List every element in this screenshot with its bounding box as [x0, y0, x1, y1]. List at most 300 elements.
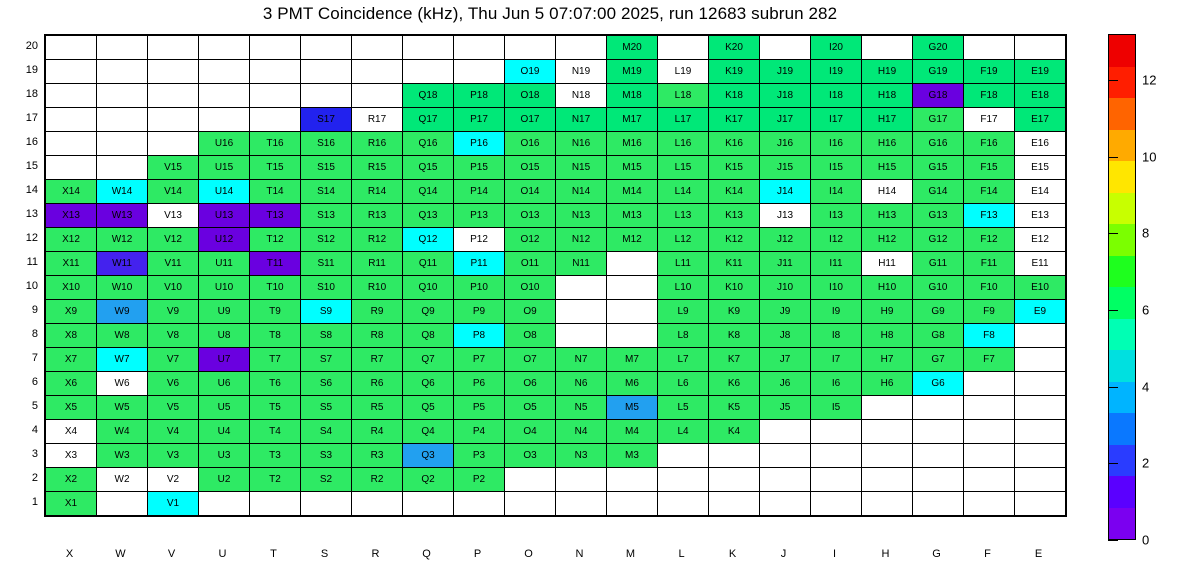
- heatmap-cell-O14: O14: [505, 180, 556, 204]
- heatmap-cell-Q2: Q2: [403, 468, 454, 492]
- y-axis-tick-8: 8: [31, 328, 38, 340]
- heatmap-cell-I11: I11: [811, 252, 862, 276]
- heatmap-cell-U5: U5: [199, 396, 250, 420]
- heatmap-cell-J13: J13: [760, 204, 811, 228]
- heatmap-cell-empty: [46, 36, 97, 60]
- heatmap-cell-empty: [97, 108, 148, 132]
- heatmap-cell-G8: G8: [913, 324, 964, 348]
- colorbar-tick-mark: [1108, 80, 1118, 81]
- heatmap-plot: [44, 34, 1067, 517]
- heatmap-cell-L16: L16: [658, 132, 709, 156]
- heatmap-cell-empty: [1015, 492, 1066, 516]
- heatmap-cell-empty: [862, 468, 913, 492]
- heatmap-cell-N4: N4: [556, 420, 607, 444]
- heatmap-cell-U15: U15: [199, 156, 250, 180]
- heatmap-cell-empty: [505, 492, 556, 516]
- heatmap-cell-O9: O9: [505, 300, 556, 324]
- heatmap-cell-Q17: Q17: [403, 108, 454, 132]
- heatmap-cell-empty: [964, 396, 1015, 420]
- heatmap-cell-F16: F16: [964, 132, 1015, 156]
- heatmap-row: [46, 420, 1066, 444]
- heatmap-cell-G20: G20: [913, 36, 964, 60]
- heatmap-cell-H16: H16: [862, 132, 913, 156]
- heatmap-cell-N13: N13: [556, 204, 607, 228]
- heatmap-cell-empty: [862, 444, 913, 468]
- heatmap-cell-W14: W14: [97, 180, 148, 204]
- heatmap-cell-N17: N17: [556, 108, 607, 132]
- heatmap-cell-T9: T9: [250, 300, 301, 324]
- heatmap-cell-W5: W5: [97, 396, 148, 420]
- heatmap-cell-empty: [46, 60, 97, 84]
- colorbar-segment: [1109, 287, 1135, 319]
- heatmap-cell-empty: [301, 84, 352, 108]
- heatmap-cell-O3: O3: [505, 444, 556, 468]
- heatmap-cell-M13: M13: [607, 204, 658, 228]
- heatmap-cell-O12: O12: [505, 228, 556, 252]
- heatmap-cell-P4: P4: [454, 420, 505, 444]
- heatmap-cell-W9: W9: [97, 300, 148, 324]
- heatmap-cell-N11: N11: [556, 252, 607, 276]
- heatmap-cell-H14: H14: [862, 180, 913, 204]
- heatmap-cell-empty: [862, 36, 913, 60]
- heatmap-cell-empty: [607, 492, 658, 516]
- heatmap-cell-O4: O4: [505, 420, 556, 444]
- heatmap-cell-T8: T8: [250, 324, 301, 348]
- colorbar-segment: [1109, 161, 1135, 193]
- heatmap-cell-S13: S13: [301, 204, 352, 228]
- heatmap-cell-empty: [811, 420, 862, 444]
- heatmap-cell-I7: I7: [811, 348, 862, 372]
- heatmap-cell-I15: I15: [811, 156, 862, 180]
- heatmap-cell-M3: M3: [607, 444, 658, 468]
- heatmap-cell-J6: J6: [760, 372, 811, 396]
- y-axis-tick-4: 4: [31, 424, 38, 436]
- heatmap-cell-empty: [709, 444, 760, 468]
- colorbar-segment: [1109, 35, 1135, 67]
- heatmap-cell-V2: V2: [148, 468, 199, 492]
- heatmap-cell-J8: J8: [760, 324, 811, 348]
- heatmap-cell-U4: U4: [199, 420, 250, 444]
- heatmap-cell-empty: [352, 36, 403, 60]
- heatmap-cell-L5: L5: [658, 396, 709, 420]
- heatmap-cell-M4: M4: [607, 420, 658, 444]
- heatmap-cell-empty: [862, 420, 913, 444]
- colorbar-segment: [1109, 508, 1135, 540]
- heatmap-cell-empty: [250, 492, 301, 516]
- heatmap-cell-K13: K13: [709, 204, 760, 228]
- heatmap-cell-M17: M17: [607, 108, 658, 132]
- heatmap-cell-S12: S12: [301, 228, 352, 252]
- heatmap-cell-T15: T15: [250, 156, 301, 180]
- colorbar-segment: [1109, 67, 1135, 99]
- heatmap-cell-empty: [658, 468, 709, 492]
- heatmap-cell-F14: F14: [964, 180, 1015, 204]
- heatmap-cell-O16: O16: [505, 132, 556, 156]
- heatmap-cell-H8: H8: [862, 324, 913, 348]
- heatmap-cell-P15: P15: [454, 156, 505, 180]
- heatmap-cell-empty: [199, 36, 250, 60]
- heatmap-cell-P8: P8: [454, 324, 505, 348]
- heatmap-cell-empty: [301, 36, 352, 60]
- heatmap-cell-E10: E10: [1015, 276, 1066, 300]
- heatmap-cell-K20: K20: [709, 36, 760, 60]
- heatmap-cell-empty: [811, 444, 862, 468]
- heatmap-cell-W10: W10: [97, 276, 148, 300]
- heatmap-cell-S17: S17: [301, 108, 352, 132]
- heatmap-cell-W12: W12: [97, 228, 148, 252]
- heatmap-cell-G12: G12: [913, 228, 964, 252]
- heatmap-cell-G10: G10: [913, 276, 964, 300]
- heatmap-cell-L15: L15: [658, 156, 709, 180]
- y-axis-tick-14: 14: [25, 184, 38, 196]
- heatmap-cell-Q6: Q6: [403, 372, 454, 396]
- heatmap-cell-T2: T2: [250, 468, 301, 492]
- heatmap-cell-empty: [760, 420, 811, 444]
- heatmap-row: [46, 132, 1066, 156]
- heatmap-cell-G6: G6: [913, 372, 964, 396]
- heatmap-cell-Q5: Q5: [403, 396, 454, 420]
- heatmap-cell-U6: U6: [199, 372, 250, 396]
- x-axis-tick-X: X: [65, 548, 74, 560]
- heatmap-cell-X13: X13: [46, 204, 97, 228]
- heatmap-cell-V1: V1: [148, 492, 199, 516]
- colorbar-segment: [1109, 193, 1135, 225]
- heatmap-cell-O6: O6: [505, 372, 556, 396]
- heatmap-cell-X7: X7: [46, 348, 97, 372]
- heatmap-row: [46, 180, 1066, 204]
- heatmap-cell-V14: V14: [148, 180, 199, 204]
- heatmap-cell-empty: [862, 396, 913, 420]
- x-axis-tick-U: U: [218, 548, 227, 560]
- heatmap-cell-L9: L9: [658, 300, 709, 324]
- heatmap-cell-G15: G15: [913, 156, 964, 180]
- heatmap-cell-R10: R10: [352, 276, 403, 300]
- heatmap-cell-K7: K7: [709, 348, 760, 372]
- heatmap-cell-Q8: Q8: [403, 324, 454, 348]
- heatmap-cell-empty: [964, 492, 1015, 516]
- x-axis-tick-I: I: [832, 548, 837, 560]
- heatmap-cell-empty: [607, 252, 658, 276]
- heatmap-cell-W3: W3: [97, 444, 148, 468]
- heatmap-cell-F8: F8: [964, 324, 1015, 348]
- y-axis-tick-12: 12: [25, 232, 38, 244]
- heatmap-cell-F9: F9: [964, 300, 1015, 324]
- heatmap-cell-U10: U10: [199, 276, 250, 300]
- heatmap-cell-H7: H7: [862, 348, 913, 372]
- heatmap-cell-P10: P10: [454, 276, 505, 300]
- heatmap-cell-V9: V9: [148, 300, 199, 324]
- heatmap-cell-empty: [556, 492, 607, 516]
- heatmap-cell-U12: U12: [199, 228, 250, 252]
- heatmap-cell-empty: [760, 36, 811, 60]
- heatmap-cell-N19: N19: [556, 60, 607, 84]
- heatmap-cell-R17: R17: [352, 108, 403, 132]
- heatmap-cell-empty: [658, 492, 709, 516]
- heatmap-cell-O13: O13: [505, 204, 556, 228]
- colorbar-tick-label-10: 10: [1142, 149, 1157, 165]
- heatmap-cell-Q4: Q4: [403, 420, 454, 444]
- heatmap-cell-G17: G17: [913, 108, 964, 132]
- heatmap-cell-empty: [148, 60, 199, 84]
- heatmap-cell-S10: S10: [301, 276, 352, 300]
- heatmap-cell-S14: S14: [301, 180, 352, 204]
- y-axis-tick-9: 9: [31, 304, 38, 316]
- heatmap-cell-J18: J18: [760, 84, 811, 108]
- heatmap-cell-R13: R13: [352, 204, 403, 228]
- heatmap-cell-W13: W13: [97, 204, 148, 228]
- heatmap-cell-M15: M15: [607, 156, 658, 180]
- heatmap-cell-P11: P11: [454, 252, 505, 276]
- heatmap-cell-S7: S7: [301, 348, 352, 372]
- heatmap-cell-T14: T14: [250, 180, 301, 204]
- heatmap-cell-L7: L7: [658, 348, 709, 372]
- heatmap-cell-O10: O10: [505, 276, 556, 300]
- x-axis-tick-N: N: [575, 548, 584, 560]
- heatmap-cell-E11: E11: [1015, 252, 1066, 276]
- heatmap-cell-X5: X5: [46, 396, 97, 420]
- heatmap-cell-empty: [964, 372, 1015, 396]
- heatmap-cell-M14: M14: [607, 180, 658, 204]
- heatmap-cell-U7: U7: [199, 348, 250, 372]
- heatmap-cell-M20: M20: [607, 36, 658, 60]
- heatmap-cell-X6: X6: [46, 372, 97, 396]
- heatmap-cell-W6: W6: [97, 372, 148, 396]
- heatmap-cell-W11: W11: [97, 252, 148, 276]
- heatmap-cell-P18: P18: [454, 84, 505, 108]
- heatmap-cell-empty: [454, 492, 505, 516]
- heatmap-cell-J15: J15: [760, 156, 811, 180]
- heatmap-cell-empty: [709, 492, 760, 516]
- heatmap-cell-O15: O15: [505, 156, 556, 180]
- heatmap-cell-empty: [352, 60, 403, 84]
- heatmap-cell-Q13: Q13: [403, 204, 454, 228]
- heatmap-cell-I12: I12: [811, 228, 862, 252]
- heatmap-cell-T10: T10: [250, 276, 301, 300]
- heatmap-cell-P7: P7: [454, 348, 505, 372]
- heatmap-cell-empty: [1015, 348, 1066, 372]
- heatmap-cell-H10: H10: [862, 276, 913, 300]
- heatmap-cell-J5: J5: [760, 396, 811, 420]
- heatmap-cell-H6: H6: [862, 372, 913, 396]
- heatmap-cell-N18: N18: [556, 84, 607, 108]
- colorbar-tick-label-4: 4: [1142, 379, 1150, 395]
- heatmap-cell-empty: [607, 276, 658, 300]
- heatmap-cell-empty: [46, 84, 97, 108]
- heatmap-cell-empty: [250, 36, 301, 60]
- heatmap-cell-empty: [97, 36, 148, 60]
- heatmap-cell-empty: [454, 60, 505, 84]
- heatmap-cell-empty: [199, 60, 250, 84]
- heatmap-cell-P13: P13: [454, 204, 505, 228]
- heatmap-cell-K5: K5: [709, 396, 760, 420]
- heatmap-cell-empty: [301, 492, 352, 516]
- heatmap-cell-O5: O5: [505, 396, 556, 420]
- heatmap-cell-O17: O17: [505, 108, 556, 132]
- heatmap-cell-V7: V7: [148, 348, 199, 372]
- heatmap-cell-empty: [403, 36, 454, 60]
- x-axis-tick-W: W: [115, 548, 126, 560]
- heatmap-cell-O7: O7: [505, 348, 556, 372]
- heatmap-cell-V13: V13: [148, 204, 199, 228]
- heatmap-cell-L14: L14: [658, 180, 709, 204]
- heatmap-cell-U13: U13: [199, 204, 250, 228]
- heatmap-cell-H18: H18: [862, 84, 913, 108]
- heatmap-cell-empty: [1015, 324, 1066, 348]
- heatmap-cell-G18: G18: [913, 84, 964, 108]
- colorbar-tick-label-0: 0: [1142, 532, 1150, 548]
- heatmap-cell-O11: O11: [505, 252, 556, 276]
- heatmap-cell-Q15: Q15: [403, 156, 454, 180]
- heatmap-cell-G14: G14: [913, 180, 964, 204]
- heatmap-row: [46, 468, 1066, 492]
- heatmap-cell-M18: M18: [607, 84, 658, 108]
- heatmap-cell-empty: [352, 492, 403, 516]
- colorbar-segment: [1109, 413, 1135, 445]
- heatmap-cell-K4: K4: [709, 420, 760, 444]
- heatmap-cell-empty: [556, 324, 607, 348]
- heatmap-cell-K19: K19: [709, 60, 760, 84]
- heatmap-cell-R14: R14: [352, 180, 403, 204]
- heatmap-cell-empty: [811, 492, 862, 516]
- heatmap-cell-empty: [556, 468, 607, 492]
- heatmap-cell-Q9: Q9: [403, 300, 454, 324]
- heatmap-row: [46, 36, 1066, 60]
- heatmap-cell-empty: [760, 492, 811, 516]
- heatmap-cell-empty: [97, 132, 148, 156]
- heatmap-cell-empty: [403, 492, 454, 516]
- heatmap-cell-F10: F10: [964, 276, 1015, 300]
- heatmap-cell-V10: V10: [148, 276, 199, 300]
- x-axis-tick-R: R: [371, 548, 380, 560]
- heatmap-row: [46, 156, 1066, 180]
- heatmap-cell-X11: X11: [46, 252, 97, 276]
- heatmap-cell-empty: [1015, 468, 1066, 492]
- heatmap-cell-I18: I18: [811, 84, 862, 108]
- heatmap-cell-E9: E9: [1015, 300, 1066, 324]
- heatmap-cell-G16: G16: [913, 132, 964, 156]
- heatmap-cell-R9: R9: [352, 300, 403, 324]
- y-axis-tick-6: 6: [31, 376, 38, 388]
- colorbar-tick-mark: [1108, 233, 1118, 234]
- heatmap-cell-I16: I16: [811, 132, 862, 156]
- x-axis-tick-Q: Q: [422, 548, 431, 560]
- heatmap-cell-F19: F19: [964, 60, 1015, 84]
- heatmap-cell-L19: L19: [658, 60, 709, 84]
- heatmap-cell-R16: R16: [352, 132, 403, 156]
- y-axis-tick-2: 2: [31, 472, 38, 484]
- x-axis-tick-K: K: [728, 548, 737, 560]
- heatmap-cell-V11: V11: [148, 252, 199, 276]
- heatmap-cell-S6: S6: [301, 372, 352, 396]
- heatmap-cell-R8: R8: [352, 324, 403, 348]
- heatmap-cell-H9: H9: [862, 300, 913, 324]
- y-axis-tick-16: 16: [25, 136, 38, 148]
- heatmap-cell-empty: [505, 36, 556, 60]
- heatmap-cell-F17: F17: [964, 108, 1015, 132]
- heatmap-cell-empty: [964, 444, 1015, 468]
- heatmap-cell-empty: [556, 300, 607, 324]
- heatmap-cell-U14: U14: [199, 180, 250, 204]
- heatmap-cell-M6: M6: [607, 372, 658, 396]
- heatmap-cell-W8: W8: [97, 324, 148, 348]
- heatmap-cell-empty: [97, 492, 148, 516]
- heatmap-cell-empty: [199, 108, 250, 132]
- heatmap-cell-empty: [811, 468, 862, 492]
- heatmap-cell-empty: [913, 444, 964, 468]
- heatmap-cell-K10: K10: [709, 276, 760, 300]
- heatmap-cell-P14: P14: [454, 180, 505, 204]
- y-axis-tick-7: 7: [31, 352, 38, 364]
- heatmap-cell-Q7: Q7: [403, 348, 454, 372]
- heatmap-cell-empty: [709, 468, 760, 492]
- heatmap-cell-Q3: Q3: [403, 444, 454, 468]
- heatmap-cell-empty: [250, 84, 301, 108]
- heatmap-cell-N14: N14: [556, 180, 607, 204]
- colorbar-tick-mark: [1108, 387, 1118, 388]
- heatmap-cell-Q10: Q10: [403, 276, 454, 300]
- heatmap-cell-V5: V5: [148, 396, 199, 420]
- heatmap-cell-G13: G13: [913, 204, 964, 228]
- heatmap-cell-H15: H15: [862, 156, 913, 180]
- heatmap-cell-E16: E16: [1015, 132, 1066, 156]
- heatmap-cell-empty: [1015, 396, 1066, 420]
- page-title: 3 PMT Coincidence (kHz), Thu Jun 5 07:07:00 2025, run 12683 subrun 282: [262, 4, 838, 23]
- heatmap-cell-W4: W4: [97, 420, 148, 444]
- heatmap-cell-E13: E13: [1015, 204, 1066, 228]
- heatmap-cell-T3: T3: [250, 444, 301, 468]
- heatmap-row: [46, 204, 1066, 228]
- heatmap-cell-J17: J17: [760, 108, 811, 132]
- y-axis-tick-19: 19: [25, 64, 38, 76]
- heatmap-cell-M5: M5: [607, 396, 658, 420]
- heatmap-cell-E12: E12: [1015, 228, 1066, 252]
- heatmap-cell-P6: P6: [454, 372, 505, 396]
- heatmap-cell-empty: [505, 468, 556, 492]
- heatmap-cell-W7: W7: [97, 348, 148, 372]
- heatmap-cell-X9: X9: [46, 300, 97, 324]
- heatmap-cell-M19: M19: [607, 60, 658, 84]
- y-axis-tick-1: 1: [31, 496, 38, 508]
- heatmap-cell-empty: [97, 84, 148, 108]
- heatmap-cell-S8: S8: [301, 324, 352, 348]
- heatmap-cell-R2: R2: [352, 468, 403, 492]
- heatmap-cell-N5: N5: [556, 396, 607, 420]
- heatmap-cell-S4: S4: [301, 420, 352, 444]
- heatmap-cell-empty: [607, 324, 658, 348]
- heatmap-cell-T12: T12: [250, 228, 301, 252]
- heatmap-cell-J12: J12: [760, 228, 811, 252]
- heatmap-cell-E15: E15: [1015, 156, 1066, 180]
- heatmap-cell-empty: [403, 60, 454, 84]
- heatmap-cell-I5: I5: [811, 396, 862, 420]
- heatmap-cell-Q16: Q16: [403, 132, 454, 156]
- heatmap-cell-I9: I9: [811, 300, 862, 324]
- heatmap-cell-E18: E18: [1015, 84, 1066, 108]
- heatmap-cell-L18: L18: [658, 84, 709, 108]
- heatmap-cell-empty: [46, 132, 97, 156]
- heatmap-cell-empty: [46, 156, 97, 180]
- heatmap-row: [46, 396, 1066, 420]
- heatmap-cell-empty: [658, 36, 709, 60]
- heatmap-cell-M16: M16: [607, 132, 658, 156]
- heatmap-row: [46, 252, 1066, 276]
- y-axis-tick-11: 11: [26, 256, 38, 268]
- y-axis-tick-18: 18: [25, 88, 38, 100]
- heatmap-cell-Q14: Q14: [403, 180, 454, 204]
- heatmap-cell-R12: R12: [352, 228, 403, 252]
- heatmap-cell-T5: T5: [250, 396, 301, 420]
- colorbar-tick-label-12: 12: [1142, 72, 1157, 88]
